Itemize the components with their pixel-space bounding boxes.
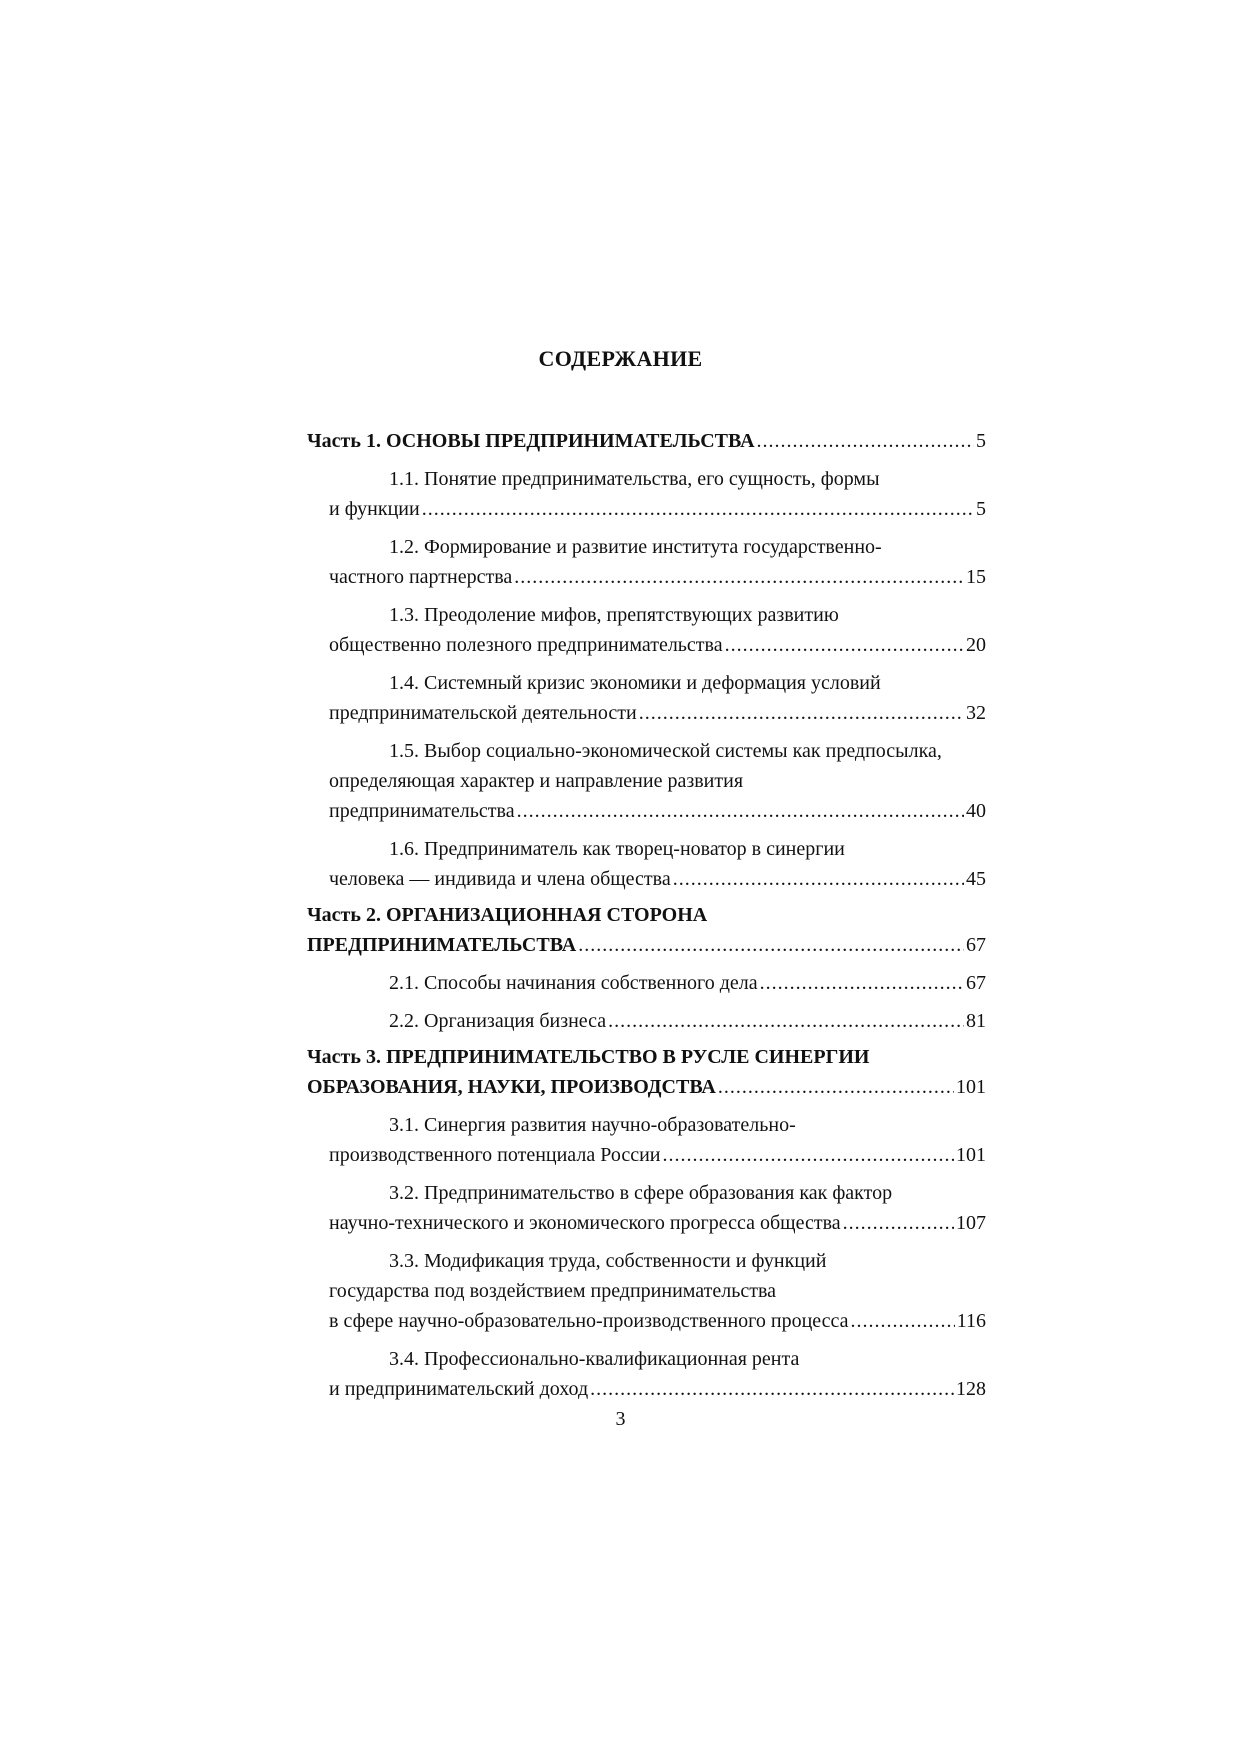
toc-entry-text: частного партнерства (329, 566, 513, 588)
toc-entry-line (329, 736, 986, 766)
dot-leader (578, 930, 964, 960)
toc-section-entry (307, 600, 986, 660)
dot-leader (514, 562, 964, 592)
toc-entry-line (329, 1006, 986, 1036)
page-title: СОДЕРЖАНИЕ (538, 346, 703, 371)
toc-page-number: 40 (966, 800, 986, 822)
table-of-contents (307, 426, 986, 1404)
dot-leader (757, 426, 974, 456)
toc-page-number: 67 (966, 934, 986, 956)
dot-leader (608, 1006, 964, 1036)
toc-entry-text: и функции (329, 498, 420, 520)
dot-leader (760, 968, 964, 998)
toc-entry-text: ОБРАЗОВАНИЯ, НАУКИ, ПРОИЗВОДСТВА (307, 1076, 716, 1098)
toc-entry-line (307, 1042, 986, 1072)
toc-entry-text: научно-технического и экономического прогресса общества (329, 1212, 841, 1234)
toc-entry-line (329, 494, 986, 524)
toc-page-number: 5 (976, 430, 986, 452)
toc-entry-text: 3.3. Модификация труда, собственности и функций (389, 1250, 827, 1272)
toc-part-entry (307, 426, 986, 456)
toc-entry-text: человека — индивида и члена общества (329, 868, 671, 890)
toc-entry-line (329, 834, 986, 864)
toc-section-entry (307, 1178, 986, 1238)
toc-entry-text: государства под воздействием предпринимательства (329, 1280, 777, 1302)
toc-entry-line (329, 1276, 986, 1306)
dot-leader (718, 1072, 954, 1102)
dot-leader (673, 864, 964, 894)
toc-section-entry (307, 1110, 986, 1170)
toc-entry-text: производственного потенциала России (329, 1144, 661, 1166)
toc-page-number: 107 (956, 1212, 986, 1234)
toc-entry-text: 1.4. Системный кризис экономики и деформация условий (389, 672, 881, 694)
toc-page-number: 116 (956, 1310, 986, 1332)
toc-entry-line (329, 668, 986, 698)
toc-entry-line (329, 1140, 986, 1170)
toc-section-entry (307, 668, 986, 728)
toc-entry-line (329, 796, 986, 826)
toc-entry-line (329, 968, 986, 998)
dot-leader (422, 494, 974, 524)
page-number: 3 (615, 1408, 626, 1430)
toc-entry-line (329, 1344, 986, 1374)
dot-leader (590, 1374, 954, 1404)
toc-entry-text: 3.4. Профессионально-квалификационная рента (389, 1348, 800, 1370)
toc-entry-line (329, 1178, 986, 1208)
toc-entry-line (329, 1246, 986, 1276)
toc-entry-text: ПРЕДПРИНИМАТЕЛЬСТВА (307, 934, 577, 956)
toc-page-number: 20 (966, 634, 986, 656)
toc-entry-text: общественно полезного предпринимательства (329, 634, 723, 656)
dot-leader (725, 630, 964, 660)
toc-section-entry (307, 1344, 986, 1404)
toc-entry-line (329, 600, 986, 630)
toc-entry-line (329, 1306, 986, 1336)
toc-entry-text: 3.1. Синергия развития научно-образовательно- (389, 1114, 796, 1136)
toc-section-entry (307, 968, 986, 998)
toc-page-number: 101 (956, 1076, 986, 1098)
dot-leader (663, 1140, 954, 1170)
toc-entry-text: Часть 2. ОРГАНИЗАЦИОННАЯ СТОРОНА (307, 904, 708, 926)
toc-entry-text: Часть 1. ОСНОВЫ ПРЕДПРИНИМАТЕЛЬСТВА (307, 430, 755, 452)
toc-part-entry (307, 1042, 986, 1102)
toc-entry-line (329, 630, 986, 660)
toc-section-entry (307, 834, 986, 894)
toc-entry-line (307, 900, 986, 930)
toc-part-entry (307, 900, 986, 960)
toc-page-number: 5 (976, 498, 986, 520)
dot-leader (639, 698, 964, 728)
toc-entry-line (329, 1110, 986, 1140)
toc-page-number: 32 (966, 702, 986, 724)
toc-page-number: 67 (966, 972, 986, 994)
toc-section-entry (307, 1246, 986, 1336)
toc-entry-text: 1.2. Формирование и развитие института государственно- (389, 536, 882, 558)
toc-entry-line (307, 1072, 986, 1102)
toc-entry-line (329, 1208, 986, 1238)
toc-entry-line (307, 426, 986, 456)
toc-entry-line (329, 698, 986, 728)
toc-entry-line (329, 864, 986, 894)
toc-entry-text: и предпринимательский доход (329, 1378, 589, 1400)
toc-section-entry (307, 1006, 986, 1036)
toc-entry-text: 1.1. Понятие предпринимательства, его сущность, формы (389, 468, 880, 490)
toc-entry-text: 2.2. Организация бизнеса (389, 1010, 607, 1032)
toc-entry-text: 1.3. Преодоление мифов, препятствующих развитию (389, 604, 839, 626)
toc-entry-text: 3.2. Предпринимательство в сфере образования как фактор (389, 1182, 893, 1204)
toc-entry-line (329, 1374, 986, 1404)
toc-entry-line (329, 464, 986, 494)
toc-entry-text: в сфере научно-образовательно-производственного процесса (329, 1310, 849, 1332)
toc-entry-text: Часть 3. ПРЕДПРИНИМАТЕЛЬСТВО В РУСЛЕ СИНЕРГИИ (307, 1046, 870, 1068)
toc-page-number: 128 (956, 1378, 986, 1400)
dot-leader (517, 796, 964, 826)
toc-entry-line (307, 930, 986, 960)
toc-entry-text: предпринимательства (329, 800, 515, 822)
dot-leader (851, 1306, 955, 1336)
toc-page-number: 45 (966, 868, 986, 890)
toc-entry-text: 2.1. Способы начинания собственного дела (389, 972, 758, 994)
toc-entry-line (329, 562, 986, 592)
toc-entry-text: предпринимательской деятельности (329, 702, 637, 724)
toc-section-entry (307, 736, 986, 826)
toc-entry-line (329, 766, 986, 796)
toc-page-number: 15 (966, 566, 986, 588)
toc-entry-line (329, 532, 986, 562)
toc-entry-text: определяющая характер и направление развития (329, 770, 744, 792)
toc-entry-text: 1.5. Выбор социально-экономической системы как предпосылка, (389, 740, 942, 762)
toc-page-number: 101 (956, 1144, 986, 1166)
toc-entry-text: 1.6. Предприниматель как творец-новатор в синергии (389, 838, 845, 860)
toc-page-number: 81 (966, 1010, 986, 1032)
toc-section-entry (307, 532, 986, 592)
toc-section-entry (307, 464, 986, 524)
dot-leader (843, 1208, 954, 1238)
